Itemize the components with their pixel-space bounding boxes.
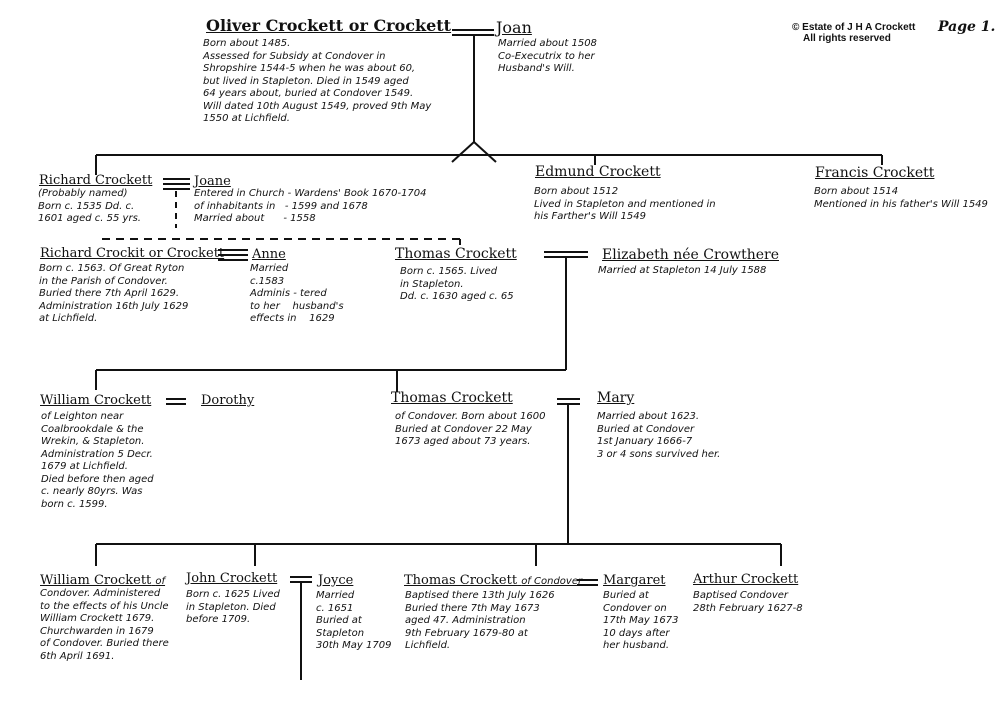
arthur-name: Arthur Crockett: [693, 572, 799, 587]
thomas3-name: Thomas Crockett of Condover: [404, 573, 583, 588]
richard2-details: [39, 263, 188, 326]
joan-name: Joan: [496, 18, 532, 37]
john-name: John Crockett: [186, 571, 278, 586]
detail-line: aged 47. Administration: [405, 615, 526, 626]
detail-line: Buried there 7th May 1673: [405, 602, 540, 614]
detail-line: Shropshire 1544-5 when he was about 60,: [203, 63, 416, 74]
detail-line: Married about - 1558: [194, 213, 316, 224]
detail-line: Condover on: [603, 602, 667, 614]
detail-line: before 1709.: [186, 614, 251, 625]
detail-line: 6th April 1691.: [40, 650, 115, 662]
detail-line: 1679 at Lichfield.: [41, 461, 128, 472]
detail-line: Born about 1485.: [203, 38, 291, 49]
copyright-line2: All rights reserved: [803, 33, 891, 44]
edmund-name: Edmund Crockett: [535, 164, 661, 180]
detail-line: Died before then aged: [41, 473, 154, 485]
joyce-name: Joyce: [318, 573, 354, 588]
detail-line: Lichfield.: [405, 640, 451, 651]
anne-name: Anne: [252, 247, 286, 262]
detail-line: Born c. 1535 Dd. c.: [38, 200, 135, 212]
joane-name: Joane: [194, 174, 231, 189]
page-label: Page 1.: [938, 19, 996, 35]
detail-line: Born c. 1625 Lived: [186, 589, 280, 600]
detail-line: to the effects of his Uncle: [40, 600, 169, 612]
detail-line: Condover. Administered: [40, 588, 161, 599]
detail-line: born c. 1599.: [41, 498, 108, 510]
detail-line: 3 or 4 sons survived her.: [597, 448, 721, 460]
detail-line: Baptised there 13th July 1626: [405, 590, 555, 601]
detail-line: 64 years about, buried at Condover 1549.: [203, 88, 414, 99]
dorothy-name: Dorothy: [201, 393, 255, 408]
edmund-details: [534, 186, 716, 224]
detail-line: Co-Executrix to her: [498, 50, 595, 62]
detail-line: her husband.: [603, 640, 670, 651]
joan-details: [498, 38, 597, 76]
detail-line: Administration 5 Decr.: [41, 448, 153, 460]
detail-line: in the Parish of Condover.: [39, 275, 168, 287]
detail-line: c. nearly 80yrs. Was: [41, 486, 143, 497]
richard-name: Richard Crockett: [39, 173, 153, 188]
detail-line: 28th February 1627-8: [693, 602, 803, 614]
detail-line: but lived in Stapleton. Died in 1549 aged: [203, 75, 409, 87]
detail-line: Assessed for Subsidy at Condover in: [203, 50, 386, 62]
elizabeth-details: [598, 265, 766, 278]
detail-line: Married: [316, 590, 355, 601]
joyce-details: [316, 590, 391, 653]
detail-line: effects in 1629: [250, 313, 335, 324]
william2-name-suffix: of: [155, 576, 166, 587]
detail-line: to her husband's: [250, 300, 344, 312]
detail-line: 1st January 1666-7: [597, 436, 693, 447]
detail-line: Stapleton: [316, 627, 365, 639]
richard-details: [38, 188, 141, 226]
thomas2-name: Thomas Crockett: [391, 390, 513, 406]
thomas2-details: [395, 411, 545, 449]
william1-details: [41, 411, 154, 511]
mary-details: [597, 411, 720, 461]
detail-line: Married at Stapleton 14 July 1588: [598, 265, 767, 276]
william1-name: William Crockett: [40, 393, 152, 408]
detail-line: 10 days after: [603, 627, 670, 639]
william2-name: William Crockett of: [40, 573, 166, 588]
detail-line: of Condover. Buried there: [40, 638, 169, 649]
oliver-name: Oliver Crockett or Crockett: [206, 16, 452, 35]
richard2-name: Richard Crockit or Crockett: [40, 246, 225, 261]
detail-line: Born about 1512: [534, 186, 619, 197]
detail-line: 9th February 1679-80 at: [405, 627, 528, 639]
detail-line: at Lichfield.: [39, 313, 98, 324]
margaret-details: [603, 590, 678, 653]
detail-line: c. 1651: [316, 602, 354, 614]
detail-line: Buried at Condover: [597, 423, 695, 435]
detail-line: in Stapleton.: [400, 278, 464, 290]
detail-line: Churchwarden in 1679: [40, 625, 154, 637]
oliver-details: [203, 38, 431, 126]
detail-line: Born about 1514: [814, 186, 899, 197]
detail-line: c.1583: [250, 275, 285, 287]
mary-name: Mary: [597, 390, 635, 406]
thomas1-details: [400, 266, 514, 304]
francis-details: [814, 186, 988, 211]
detail-line: Buried at Condover 22 May: [395, 423, 532, 435]
detail-line: Married: [250, 263, 289, 274]
detail-line: 30th May 1709: [316, 640, 392, 651]
detail-line: Born c. 1565. Lived: [400, 266, 498, 277]
detail-line: Buried at: [316, 615, 362, 626]
detail-line: Baptised Condover: [693, 590, 789, 601]
detail-line: Dd. c. 1630 aged c. 65: [400, 291, 514, 302]
detail-line: Administration 16th July 1629: [39, 300, 189, 312]
detail-line: William Crockett 1679.: [40, 613, 155, 624]
copyright-line1: © Estate of J H A Crockett: [792, 22, 916, 33]
detail-line: 1601 aged c. 55 yrs.: [38, 213, 141, 224]
detail-line: Buried there 7th April 1629.: [39, 288, 180, 299]
detail-line: his Farther's Will 1549: [534, 211, 647, 222]
detail-line: Entered in Church - Wardens' Book 1670-1704: [194, 188, 427, 199]
detail-line: 17th May 1673: [603, 615, 679, 626]
margaret-name: Margaret: [603, 573, 666, 588]
detail-line: Married about 1623.: [597, 411, 700, 422]
detail-line: of inhabitants in - 1599 and 1678: [194, 200, 368, 212]
thomas3-details: [405, 590, 555, 653]
detail-line: Will dated 10th August 1549, proved 9th May: [203, 100, 432, 112]
detail-line: Born c. 1563. Of Great Ryton: [39, 263, 185, 274]
detail-line: of Condover. Born about 1600: [395, 411, 546, 422]
elizabeth-name: Elizabeth née Crowthere: [602, 247, 779, 263]
detail-line: Mentioned in his father's Will 1549: [814, 198, 988, 210]
detail-line: Lived in Stapleton and mentioned in: [534, 198, 716, 210]
anne-details: [250, 263, 344, 326]
francis-name: Francis Crockett: [815, 165, 935, 181]
detail-line: Buried at: [603, 590, 649, 601]
william2-details: [40, 588, 169, 663]
detail-line: (Probably named): [38, 188, 128, 199]
detail-line: Married about 1508: [498, 38, 597, 49]
detail-line: 1550 at Lichfield.: [203, 113, 290, 124]
arthur-details: [693, 590, 803, 615]
john-details: [186, 589, 280, 627]
thomas3-name-suffix: of Condover: [521, 576, 583, 587]
detail-line: Husband's Will.: [498, 63, 575, 74]
joane-details: [194, 188, 427, 226]
detail-line: Coalbrookdale & the: [41, 423, 144, 435]
detail-line: Wrekin, & Stapleton.: [41, 436, 145, 447]
detail-line: Adminis - tered: [250, 288, 327, 299]
thomas1-name: Thomas Crockett: [395, 246, 517, 262]
detail-line: 1673 aged about 73 years.: [395, 436, 531, 447]
detail-line: in Stapleton. Died: [186, 601, 276, 613]
detail-line: of Leighton near: [41, 411, 124, 422]
